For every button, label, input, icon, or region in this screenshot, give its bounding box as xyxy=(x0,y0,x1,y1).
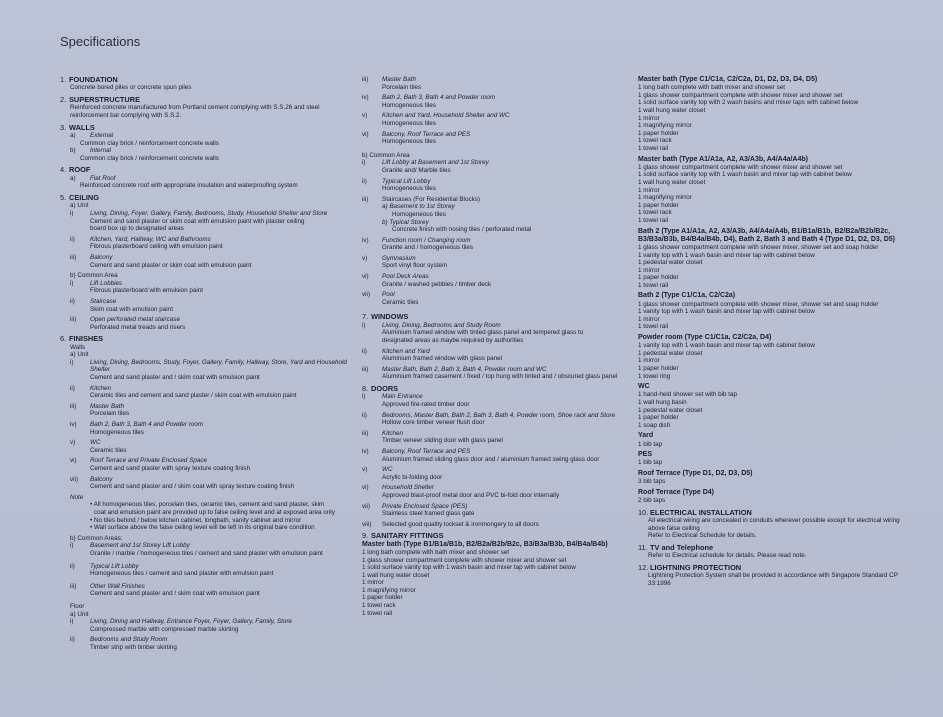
sanitary-groups xyxy=(638,76,908,505)
sanitary-line: 1 wall hung basin xyxy=(638,399,687,407)
floor-common-label: Gymnasium xyxy=(382,254,416,262)
floor-common-label: Typical Lift Lobby xyxy=(382,177,431,185)
floor-common-key: i) xyxy=(362,159,366,167)
sanitary-line: 1 mirror xyxy=(638,114,660,122)
floor-common-item xyxy=(362,255,632,263)
sanitary-line: 1 solid surface vanity top with 1 wash basin and mixer tap with cabinet below xyxy=(638,171,852,179)
section-sanitary: 9. SANITARY FITTINGS xyxy=(362,531,444,541)
sanitary-line: 1 towel rack xyxy=(638,137,672,145)
doors-text: Aluminium framed sliding glass door and / aluminium framed swing glass door xyxy=(382,455,600,463)
windows-item: i) Living, Dining, Bedrooms and Study Room xyxy=(362,321,501,329)
sanitary-line: 1 solid surface vanity top with 1 wash basin and mixer tap with cabinet below xyxy=(362,564,576,572)
doors-key: vii) xyxy=(362,502,371,510)
sanitary-line: 1 mirror xyxy=(638,357,660,365)
floor-label: Kitchen and Yard, Household Shelter and WC xyxy=(382,112,510,120)
sanitary-line: 1 long bath complete with bath mixer and shower set xyxy=(638,84,786,92)
note-item: • No tiles behind / below kitchen cabinet, longbath, vanity cabinet and mirror xyxy=(90,516,302,524)
stair-text: Homogeneous tiles xyxy=(392,210,446,218)
floor-common-key: v) xyxy=(362,254,368,262)
finishes-text: Ceramic tiles xyxy=(90,446,127,454)
doors-text: Approved blast-proof metal door and PVC bi-fold door internally xyxy=(382,491,560,499)
sanitary-line: 1 wall hung water closet xyxy=(638,106,706,114)
sanitary-group-title: Bath 2 (Type C1/C1a, C2/C2a) xyxy=(638,292,736,300)
floor-label: Bath 2, Bath 3, Bath 4 and Powder room xyxy=(382,94,496,102)
sanitary-line: 1 glass shower compartment complete with shower mixer, shower set and soap holder xyxy=(638,243,879,251)
sanitary-line: 1 towel rack xyxy=(638,209,672,217)
finishes-text: Cement and sand plaster and / skim coat with emulsion paint xyxy=(90,374,260,382)
finishes-text: Cement and sand plaster and / skim coat with spray texture coating finish xyxy=(90,483,295,491)
section-windows: 7. WINDOWS xyxy=(362,312,409,322)
floor-key: iii) xyxy=(362,76,369,83)
floor-common-text: Homogeneous tiles xyxy=(382,185,436,193)
floor-text: Homogeneous tiles xyxy=(382,138,436,146)
finishes-item: v) WC xyxy=(70,439,101,447)
finishes-item: i) Living, Dining and Hallway, Entrance Foyer, Foyer, Gallery, Family, Store xyxy=(70,618,292,626)
finishes-walls: Walls xyxy=(70,343,86,351)
superstructure-text: Reinforced concrete manufactured from Portland cement complying with S.S.26 and steel xyxy=(70,104,320,112)
sanitary-line: 1 pedestal water closet xyxy=(638,406,703,414)
doors-item: viii) Selected good quality lockset & ironmongery to all doors xyxy=(362,520,539,528)
section-finishes: 6. FINISHES xyxy=(60,334,104,344)
floor-key: vi) xyxy=(362,130,369,138)
finishes-item: ii) Bedrooms and Study Room xyxy=(70,636,168,644)
stair-basement: a) Basement to 1st Storey xyxy=(382,203,455,211)
floor-common-item xyxy=(362,237,632,245)
doors-item xyxy=(362,503,632,511)
floor-common-label: Lift Lobby at Basement and 1st Storey xyxy=(382,159,489,167)
section-lightning: 12. LIGHTNING PROTECTION xyxy=(638,562,742,572)
sanitary-line: 1 vanity top with 1 wash basin and mixer tap with cabinet below xyxy=(638,308,815,316)
finishes-floor: Floor xyxy=(70,602,85,610)
doors-item xyxy=(362,466,632,474)
sanitary-line: 1 magnifying mirror xyxy=(638,122,692,130)
finishes-item: i) Living, Dining, Bedrooms, Study, Foyer, Gallery, Family, Hallway, Store, Yard and Household Shelter xyxy=(70,358,347,374)
ceiling-item: ii) Staircase xyxy=(70,297,117,305)
column-3 xyxy=(638,76,908,587)
sanitary-group-title: Bath 2 (Type A1/A1a, A2, A3/A3b, A4/A4a/A4b, B1/B1a/B1b, B2/B2a/B2b/B2c, B3/B3a/B3b, B4/B4a/B4b, D4), Bath 2, Bath 3 and Bath 4 (Type D1, D2, D3, D5) xyxy=(638,227,895,243)
sanitary-line: 1 mirror xyxy=(638,315,660,323)
floor-common-item xyxy=(362,291,632,299)
doors-item xyxy=(362,412,632,420)
finishes-text: Porcelain tiles xyxy=(90,410,130,418)
sanitary-line: 1 vanity top with 1 wash basin and mixer tap with cabinet below xyxy=(638,251,815,259)
sanitary-group-title: Roof Terrace (Type D4) xyxy=(638,488,714,496)
floor-label: Balcony, Roof Terrace and PES xyxy=(382,130,471,138)
doors-key: iv) xyxy=(362,447,369,455)
walls-external: a) External xyxy=(70,132,114,139)
electrical-text: Refer to Electrical Schedule for details. xyxy=(648,532,757,540)
finishes-item: vii) Balcony xyxy=(70,475,113,483)
walls-external-text: Common clay brick / reinforcement concrete walls xyxy=(80,139,219,147)
doors-key: vi) xyxy=(362,484,369,492)
finishes-unit: a) Unit xyxy=(70,351,89,359)
doors-label: Household Shelter xyxy=(382,484,434,492)
ceiling-item: i) Living, Dining, Foyer, Gallery, Family, Bedrooms, Study, Household Shelter and Store xyxy=(70,209,328,217)
column-1 xyxy=(60,76,350,651)
ceiling-text: Cement and sand plaster or skim coat with emulsion paint xyxy=(90,261,252,269)
doors-text: Stainless steel framed glass gate xyxy=(382,510,475,518)
stair-text: Concrete finish with nosing tiles / perforated metal xyxy=(392,226,532,234)
floor-common-key: vi) xyxy=(362,273,369,281)
sanitary-line: 1 paper holder xyxy=(638,414,679,422)
page-title: Specifications xyxy=(60,34,141,49)
doors-label: Kitchen xyxy=(382,429,404,437)
doors-label: Bedrooms, Master Bath, Bath 2, Bath 3, Bath 4, Powder room, Shoe rack and Store xyxy=(382,411,616,419)
doors-label: Balcony, Roof Terrace and PES xyxy=(382,447,471,455)
sanitary-line: 1 magnifying mirror xyxy=(638,194,692,202)
sanitary-line: 1 glass shower compartment complete with shower mixer and shower set xyxy=(638,163,843,171)
floor-common-key: vii) xyxy=(362,291,371,299)
doors-text: Timber veneer sliding door with glass panel xyxy=(382,437,503,445)
doors-label: Private Enclosed Space (PES) xyxy=(382,502,468,510)
stair-typical: b) Typical Storey xyxy=(382,218,429,226)
walls-internal: b) Internal xyxy=(70,147,112,155)
ceiling-unit: a) Unit xyxy=(70,202,89,210)
sanitary-line: 1 mirror xyxy=(362,579,384,587)
sanitary-line: 1 towel rail xyxy=(638,281,669,289)
floor-common-label: Pool Deck Areas xyxy=(382,273,429,281)
floor-text: Porcelain tiles xyxy=(382,83,422,91)
floor-common-text: Granite and/ Marble tiles xyxy=(382,166,451,174)
finishes-text: Homogeneous tiles / cement and sand plaster with emulsion paint xyxy=(90,570,274,578)
ceiling-text: Cement and sand plaster or skim coat with emulsion paint with plaster ceiling xyxy=(90,217,305,225)
section-electrical: 10. ELECTRICAL INSTALLATION xyxy=(638,507,752,517)
sanitary-line: 1 glass shower compartment complete with shower mixer and shower set xyxy=(638,91,843,99)
doors-text: Hollow core timber veneer flush door xyxy=(382,419,485,427)
windows-text: designated areas as maybe required by authorities xyxy=(382,337,524,345)
doors-item xyxy=(362,484,632,492)
finishes-item: i) Basement and 1st Storey Lift Lobby xyxy=(70,542,190,550)
sanitary-line: 1 soap dish xyxy=(638,421,671,429)
lightning-text: Lightning Protection System shall be provided in accordance with Singapore Standard CP xyxy=(648,572,898,580)
note-item: • All homogeneous tiles, porcelain tiles, ceramic tiles, cement and sand plaster, skim xyxy=(90,501,325,509)
finishes-text: Granite / marble / homogeneous tiles / cement and sand plaster with emulsion paint xyxy=(90,549,323,557)
sanitary-line: 1 mirror xyxy=(638,186,660,194)
floor-common-item xyxy=(362,273,632,281)
doors-key: v) xyxy=(362,466,368,474)
finishes-item: ii) Typical Lift Lobby xyxy=(70,562,139,570)
doors-item xyxy=(362,430,632,438)
windows-item: ii) Kitchen and Yard xyxy=(362,347,430,355)
sanitary-line: 2 bib taps xyxy=(638,496,666,504)
sanitary-line: 1 bib tap xyxy=(638,459,663,467)
roof-flat: a) Flat Roof xyxy=(70,174,116,182)
floor-common: b) Common Area xyxy=(362,151,410,159)
sanitary-line: 1 mirror xyxy=(638,266,660,274)
finishes-text: Cement and sand plaster and / skim coat with emulsion paint xyxy=(90,590,260,598)
floor-key: iv) xyxy=(362,94,369,102)
finishes-text: Compressed marble with compressed marble skirting xyxy=(90,625,239,633)
finishes-text: Cement and sand plaster with spray texture coating finish xyxy=(90,465,250,472)
windows-text: Aluminium framed window with tinted glass panel and tempered glass to xyxy=(382,329,584,337)
doors-items xyxy=(362,393,632,520)
sanitary-line: 1 bib tap xyxy=(638,440,663,448)
doors-key: i) xyxy=(362,393,366,401)
floor-text: Homogeneous tiles xyxy=(382,101,436,109)
floor-item xyxy=(362,76,632,84)
floor-common-text: Ceramic tiles xyxy=(382,298,419,306)
sanitary-group-title: Roof Terrace (Type D1, D2, D3, D5) xyxy=(638,469,753,477)
floor-text: Homogeneous tiles xyxy=(382,119,436,127)
ceiling-text: Fibrous plasterboard with emulsion paint xyxy=(90,287,204,295)
floor-key: v) xyxy=(362,112,368,120)
tv-text: Refer to Electrical schedule for details. Please read note. xyxy=(648,552,807,560)
floor-item xyxy=(362,131,632,139)
floor-common-key: iv) xyxy=(362,236,369,244)
doors-item xyxy=(362,448,632,456)
roof-text: Reinforced concrete roof with appropriate insulation and waterproofing system xyxy=(80,182,298,190)
sanitary-group-title: Master bath (Type C1/C1a, C2/C2a, D1, D2, D3, D4, D5) xyxy=(638,76,818,83)
sanitary-line: 1 towel rail xyxy=(638,216,669,224)
ceiling-text: board box up to designated areas xyxy=(90,225,184,233)
sanitary-group-title: Yard xyxy=(638,432,654,440)
sanitary-line: 3 bib taps xyxy=(638,478,666,486)
floor-label: Master Bath xyxy=(382,76,416,83)
ceiling-item: iii) Open perforated metal staircase xyxy=(70,316,180,324)
finishes-item: iii) Other Wall Finishes xyxy=(70,582,145,590)
floor-common-key: ii) xyxy=(362,177,367,185)
ceiling-text: Skim coat with emulsion paint xyxy=(90,305,173,313)
doors-text: Acrylic bi-folding door xyxy=(382,473,443,481)
doors-label: WC xyxy=(382,466,393,474)
sanitary-group-title: Master bath (Type A1/A1a, A2, A3/A3b, A4/A4a/A4b) xyxy=(638,155,808,163)
windows-item: iii) Master Bath, Bath 2, Bath 3, Bath 4, Powder room and WC xyxy=(362,365,547,373)
sanitary-line: 1 paper holder xyxy=(638,365,679,373)
floor-common-item xyxy=(362,178,632,186)
ceiling-text: Fibrous plasterboard ceiling with emulsion paint xyxy=(90,243,223,251)
finishes-text: Homogeneous tiles xyxy=(90,428,144,436)
finishes-item: iv) Bath 2, Bath 3, Bath 4 and Powder room xyxy=(70,421,204,429)
floor-common-text: Granite / washed pebbles / timber deck xyxy=(382,280,492,288)
sanitary-line: 1 pedestal water closet xyxy=(638,259,703,267)
sanitary-line: 1 wall hung water closet xyxy=(638,178,706,186)
note-item: • Wall surface above the false ceiling level will be left in its original bare condition xyxy=(90,524,315,532)
floor-items xyxy=(362,76,632,149)
floor-common-label: Function room / Changing room xyxy=(382,236,471,244)
floor-common-text: Sport vinyl floor system xyxy=(382,262,448,270)
floor-item xyxy=(362,112,632,120)
sanitary-line: 1 towel rack xyxy=(362,602,396,610)
sanitary-group-title: Powder room (Type C1/C1a, C2/C2a, D4) xyxy=(638,334,772,342)
note-item: coat and emulsion paint are provided up to false ceiling level and at exposed area only xyxy=(94,508,335,516)
walls-internal-text: Common clay brick / reinforcement concrete walls xyxy=(80,154,219,162)
finishes-item: iii) Master Bath xyxy=(70,402,124,410)
floor-common-spacer xyxy=(362,306,632,309)
floor-item xyxy=(362,94,632,102)
finishes-note-label: Note xyxy=(70,493,84,501)
sanitary-line: 1 long bath complete with bath mixer and shower set xyxy=(362,548,510,556)
section-doors: 8. DOORS xyxy=(362,384,399,393)
floor-common-items-2 xyxy=(362,237,632,310)
sanitary-line: 1 pedestal water closet xyxy=(638,349,703,357)
doors-label: Main Entrance xyxy=(382,393,423,401)
column-2 xyxy=(362,76,632,617)
sanitary-line: 1 towel rail xyxy=(638,144,669,152)
sanitary-line: 1 paper holder xyxy=(638,274,679,282)
sanitary-line: 1 hand-held shower set with bib tap xyxy=(638,391,738,399)
sanitary-line: 1 towel ring xyxy=(638,372,671,380)
sanitary-lines xyxy=(362,549,632,617)
sanitary-line: 1 paper holder xyxy=(638,201,679,209)
ceiling-item: i) Lift Lobbies xyxy=(70,279,123,287)
doors-key: iii) xyxy=(362,429,369,437)
sanitary-line: 1 vanity top with 1 wash basin and mixer tap with cabinet below xyxy=(638,342,815,350)
doors-text: Approved fire-rated timber door xyxy=(382,401,470,408)
doors-key: ii) xyxy=(362,411,367,419)
section-superstructure: 2. SUPERSTRUCTURE xyxy=(60,95,141,104)
sanitary-group-title: WC xyxy=(638,383,650,391)
finishes-item: ii) Kitchen xyxy=(70,384,112,392)
electrical-text: All electrical wiring are concealed in conduits wherever possible except for electrical wiring xyxy=(648,516,900,524)
finishes-item: vi) Roof Terrace and Private Enclosed Space xyxy=(70,457,208,465)
sanitary-group-title: Master bath (Type B1/B1a/B1b, B2/B2a/B2b/B2c, B3/B3a/B3b, B4/B4a/B4b) xyxy=(362,540,608,548)
sanitary-line: 1 paper holder xyxy=(638,129,679,137)
superstructure-text: reinforcement bar complying with S.S.2. xyxy=(70,112,182,119)
section-foundation: 1. FOUNDATION xyxy=(60,75,118,84)
ceiling-common: b) Common Area xyxy=(70,272,118,280)
sanitary-line: 1 glass shower compartment complete with shower mixer and shower set xyxy=(362,556,567,564)
sanitary-line: 1 towel rail xyxy=(638,323,669,331)
floor-common-label: Pool xyxy=(382,291,395,299)
ceiling-item: ii) Kitchen, Yard, Hallway, WC and Bathrooms xyxy=(70,235,211,243)
sanitary-line: 1 towel rail xyxy=(362,609,393,617)
floor-common-text: Granite and / homogeneous tiles xyxy=(382,244,474,252)
sanitary-line: 1 solid surface vanity top with 2 wash basins and mixer taps with cabinet below xyxy=(638,99,859,107)
ceiling-item: iii) Balcony xyxy=(70,253,113,261)
section-walls: 3. WALLS xyxy=(60,122,95,132)
sanitary-line: 1 paper holder xyxy=(362,594,403,602)
sanitary-line: 1 wall hung water closet xyxy=(362,571,430,579)
finishes-text: Ceramic tiles and cement and sand plaster / skim coat with emulsion paint xyxy=(90,392,297,400)
doors-item xyxy=(362,393,632,401)
windows-text: Aluminium framed casement / fixed / top hung with tinted and / obscured glass panel xyxy=(382,373,618,381)
section-tv: 11. TV and Telephone xyxy=(638,542,714,552)
electrical-text: above false ceiling xyxy=(648,524,700,532)
floor-common-items xyxy=(362,159,632,195)
windows-text: Aluminium framed window with glass panel xyxy=(382,355,503,363)
finishes-floor-unit: a) Unit xyxy=(70,610,89,618)
floor-item: iii) Staircases (For Residential Blocks) xyxy=(362,195,480,203)
sanitary-line: 1 glass shower compartment complete with shower mixer, shower set and soap holder xyxy=(638,300,879,308)
foundation-text: Concrete bored piles or concrete spun piles xyxy=(70,84,192,92)
finishes-text: Timber strip with timber skirting xyxy=(90,643,177,651)
section-roof: 4. ROOF xyxy=(60,165,91,175)
section-ceiling: 5. CEILING xyxy=(60,192,99,202)
lightning-text: 33:1996 xyxy=(648,579,671,587)
sanitary-line: 1 magnifying mirror xyxy=(362,586,416,594)
finishes-common: b) Common Areas: xyxy=(70,534,123,542)
ceiling-text: Perforated metal treads and risers xyxy=(90,323,186,331)
floor-common-item xyxy=(362,159,632,167)
sanitary-group-title: PES xyxy=(638,451,653,459)
